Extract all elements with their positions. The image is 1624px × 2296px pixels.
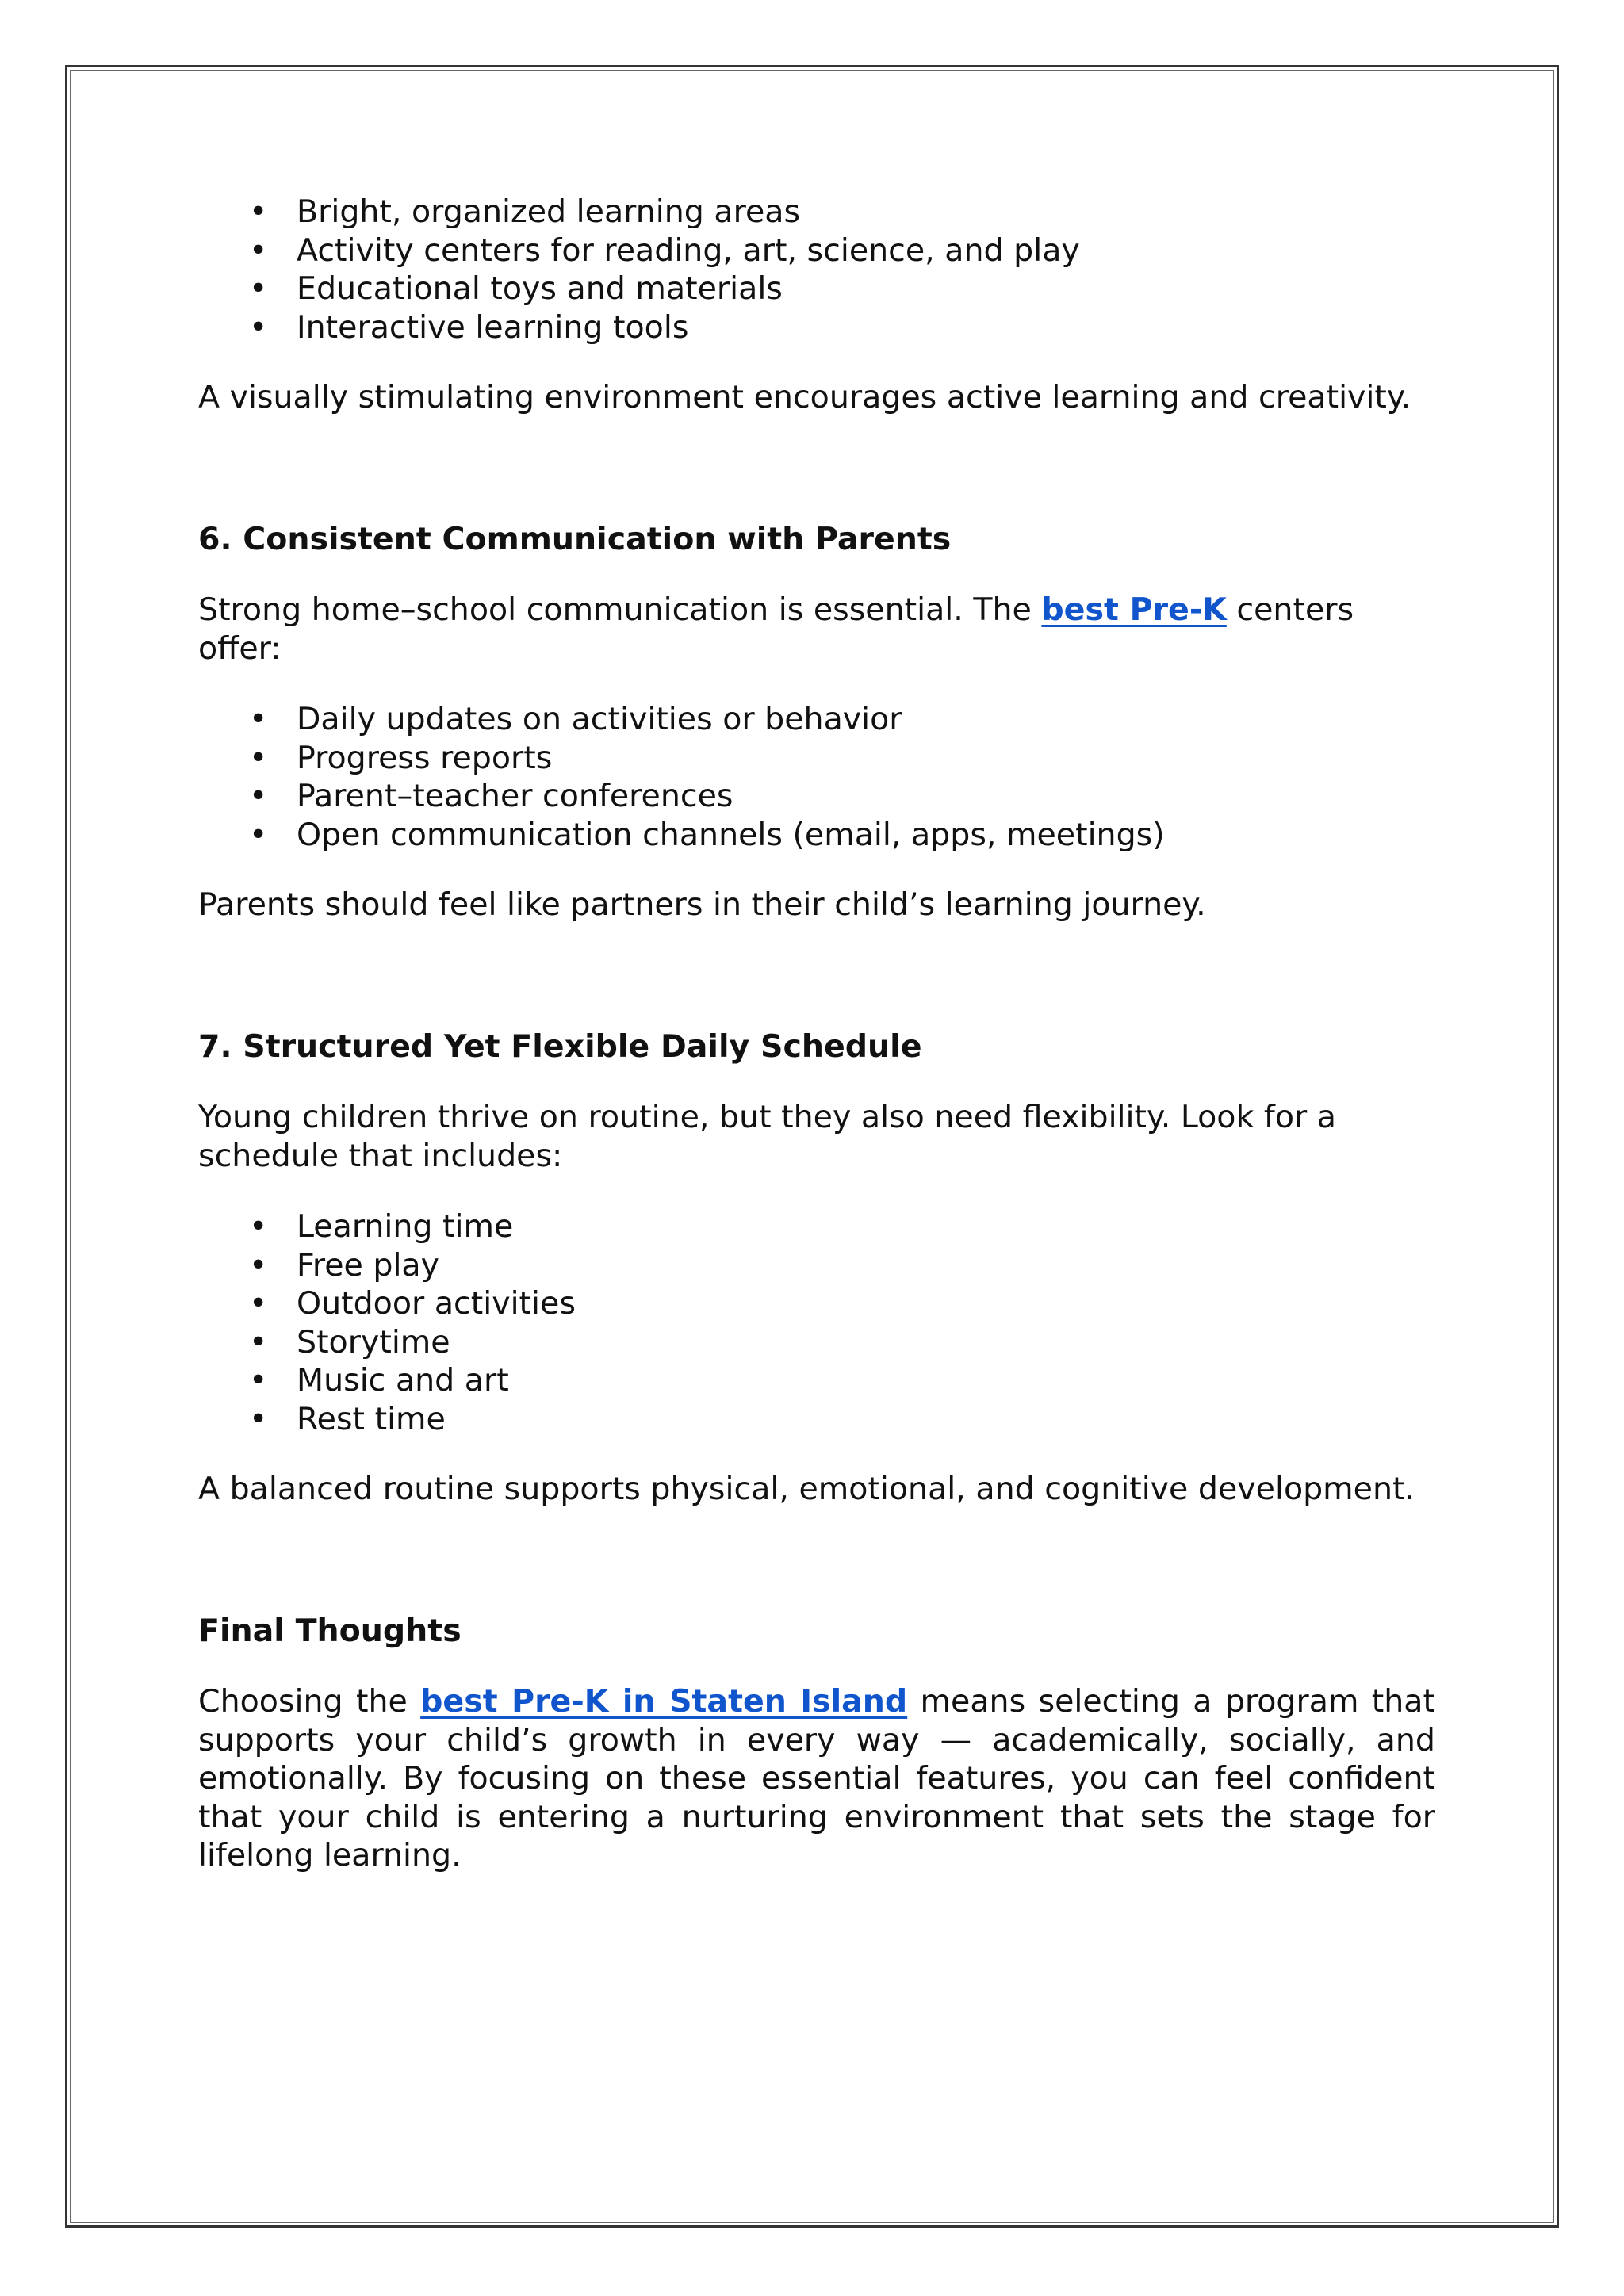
list-item: • Activity centers for reading, art, science, and play (249, 232, 1080, 269)
final-thoughts-heading: Final Thoughts (198, 1612, 462, 1649)
list-item: • Rest time (249, 1400, 446, 1437)
list-item: • Parent–teacher conferences (249, 778, 733, 814)
bullet-icon: • (249, 270, 268, 307)
intro-closing: A visually stimulating environment encourages active learning and creativity. (198, 379, 1411, 415)
bullet-icon: • (249, 308, 268, 346)
section-7-heading: 7. Structured Yet Flexible Daily Schedule (198, 1027, 922, 1065)
bullet-icon: • (249, 193, 268, 230)
section-6-heading: 6. Consistent Communication with Parents (198, 520, 952, 557)
bullet-icon: • (249, 1208, 268, 1245)
list-item: • Music and art (249, 1362, 509, 1399)
bullet-icon: • (249, 1362, 268, 1399)
document-body (198, 193, 1435, 1875)
list-item: • Learning time (249, 1208, 514, 1245)
bullet-icon: • (249, 701, 268, 737)
bullet-icon: • (249, 232, 268, 269)
list-item: • Storytime (249, 1323, 450, 1360)
final-thoughts-paragraph: Choosing the best Pre-K in Staten Island means selecting a program that supports your child’s growth in every way — academically, socially, and emotionally. By focusing on these essential features, you can feel confident that your child is entering a nurturing environment that sets the stage for lifelong learning. (198, 1683, 1435, 1873)
bullet-icon: • (249, 1246, 268, 1284)
section-6-list (198, 700, 1435, 854)
bullet-icon: • (249, 778, 268, 814)
list-item: • Open communication channels (email, apps, meetings) (249, 816, 1165, 853)
list-item: • Free play (249, 1246, 440, 1284)
bullet-icon: • (249, 816, 268, 853)
bullet-icon: • (249, 1400, 268, 1437)
list-item: • Interactive learning tools (249, 308, 689, 346)
list-item: • Outdoor activities (249, 1285, 576, 1322)
bullet-icon: • (249, 1323, 268, 1360)
list-item: • Bright, organized learning areas (249, 193, 801, 230)
section-7-paragraph: Young children thrive on routine, but they also need flexibility. Look for a schedule that includes: (198, 1099, 1336, 1174)
list-item: • Progress reports (249, 739, 553, 776)
list-item: • Daily updates on activities or behavior (249, 701, 902, 737)
section-7-list (198, 1207, 1435, 1438)
section-6-paragraph: Strong home–school communication is essential. The best Pre-K centers offer: (198, 591, 1354, 667)
best-prek-link[interactable]: best Pre-K (1041, 591, 1227, 628)
bullet-icon: • (249, 739, 268, 776)
section-7-closing: A balanced routine supports physical, emotional, and cognitive development. (198, 1471, 1415, 1507)
section-6-closing: Parents should feel like partners in their child’s learning journey. (198, 886, 1206, 923)
bullet-icon: • (249, 1285, 268, 1322)
list-item: • Educational toys and materials (249, 270, 783, 307)
intro-list (198, 193, 1435, 346)
best-prek-staten-island-link[interactable]: best Pre-K in Staten Island (420, 1683, 908, 1720)
